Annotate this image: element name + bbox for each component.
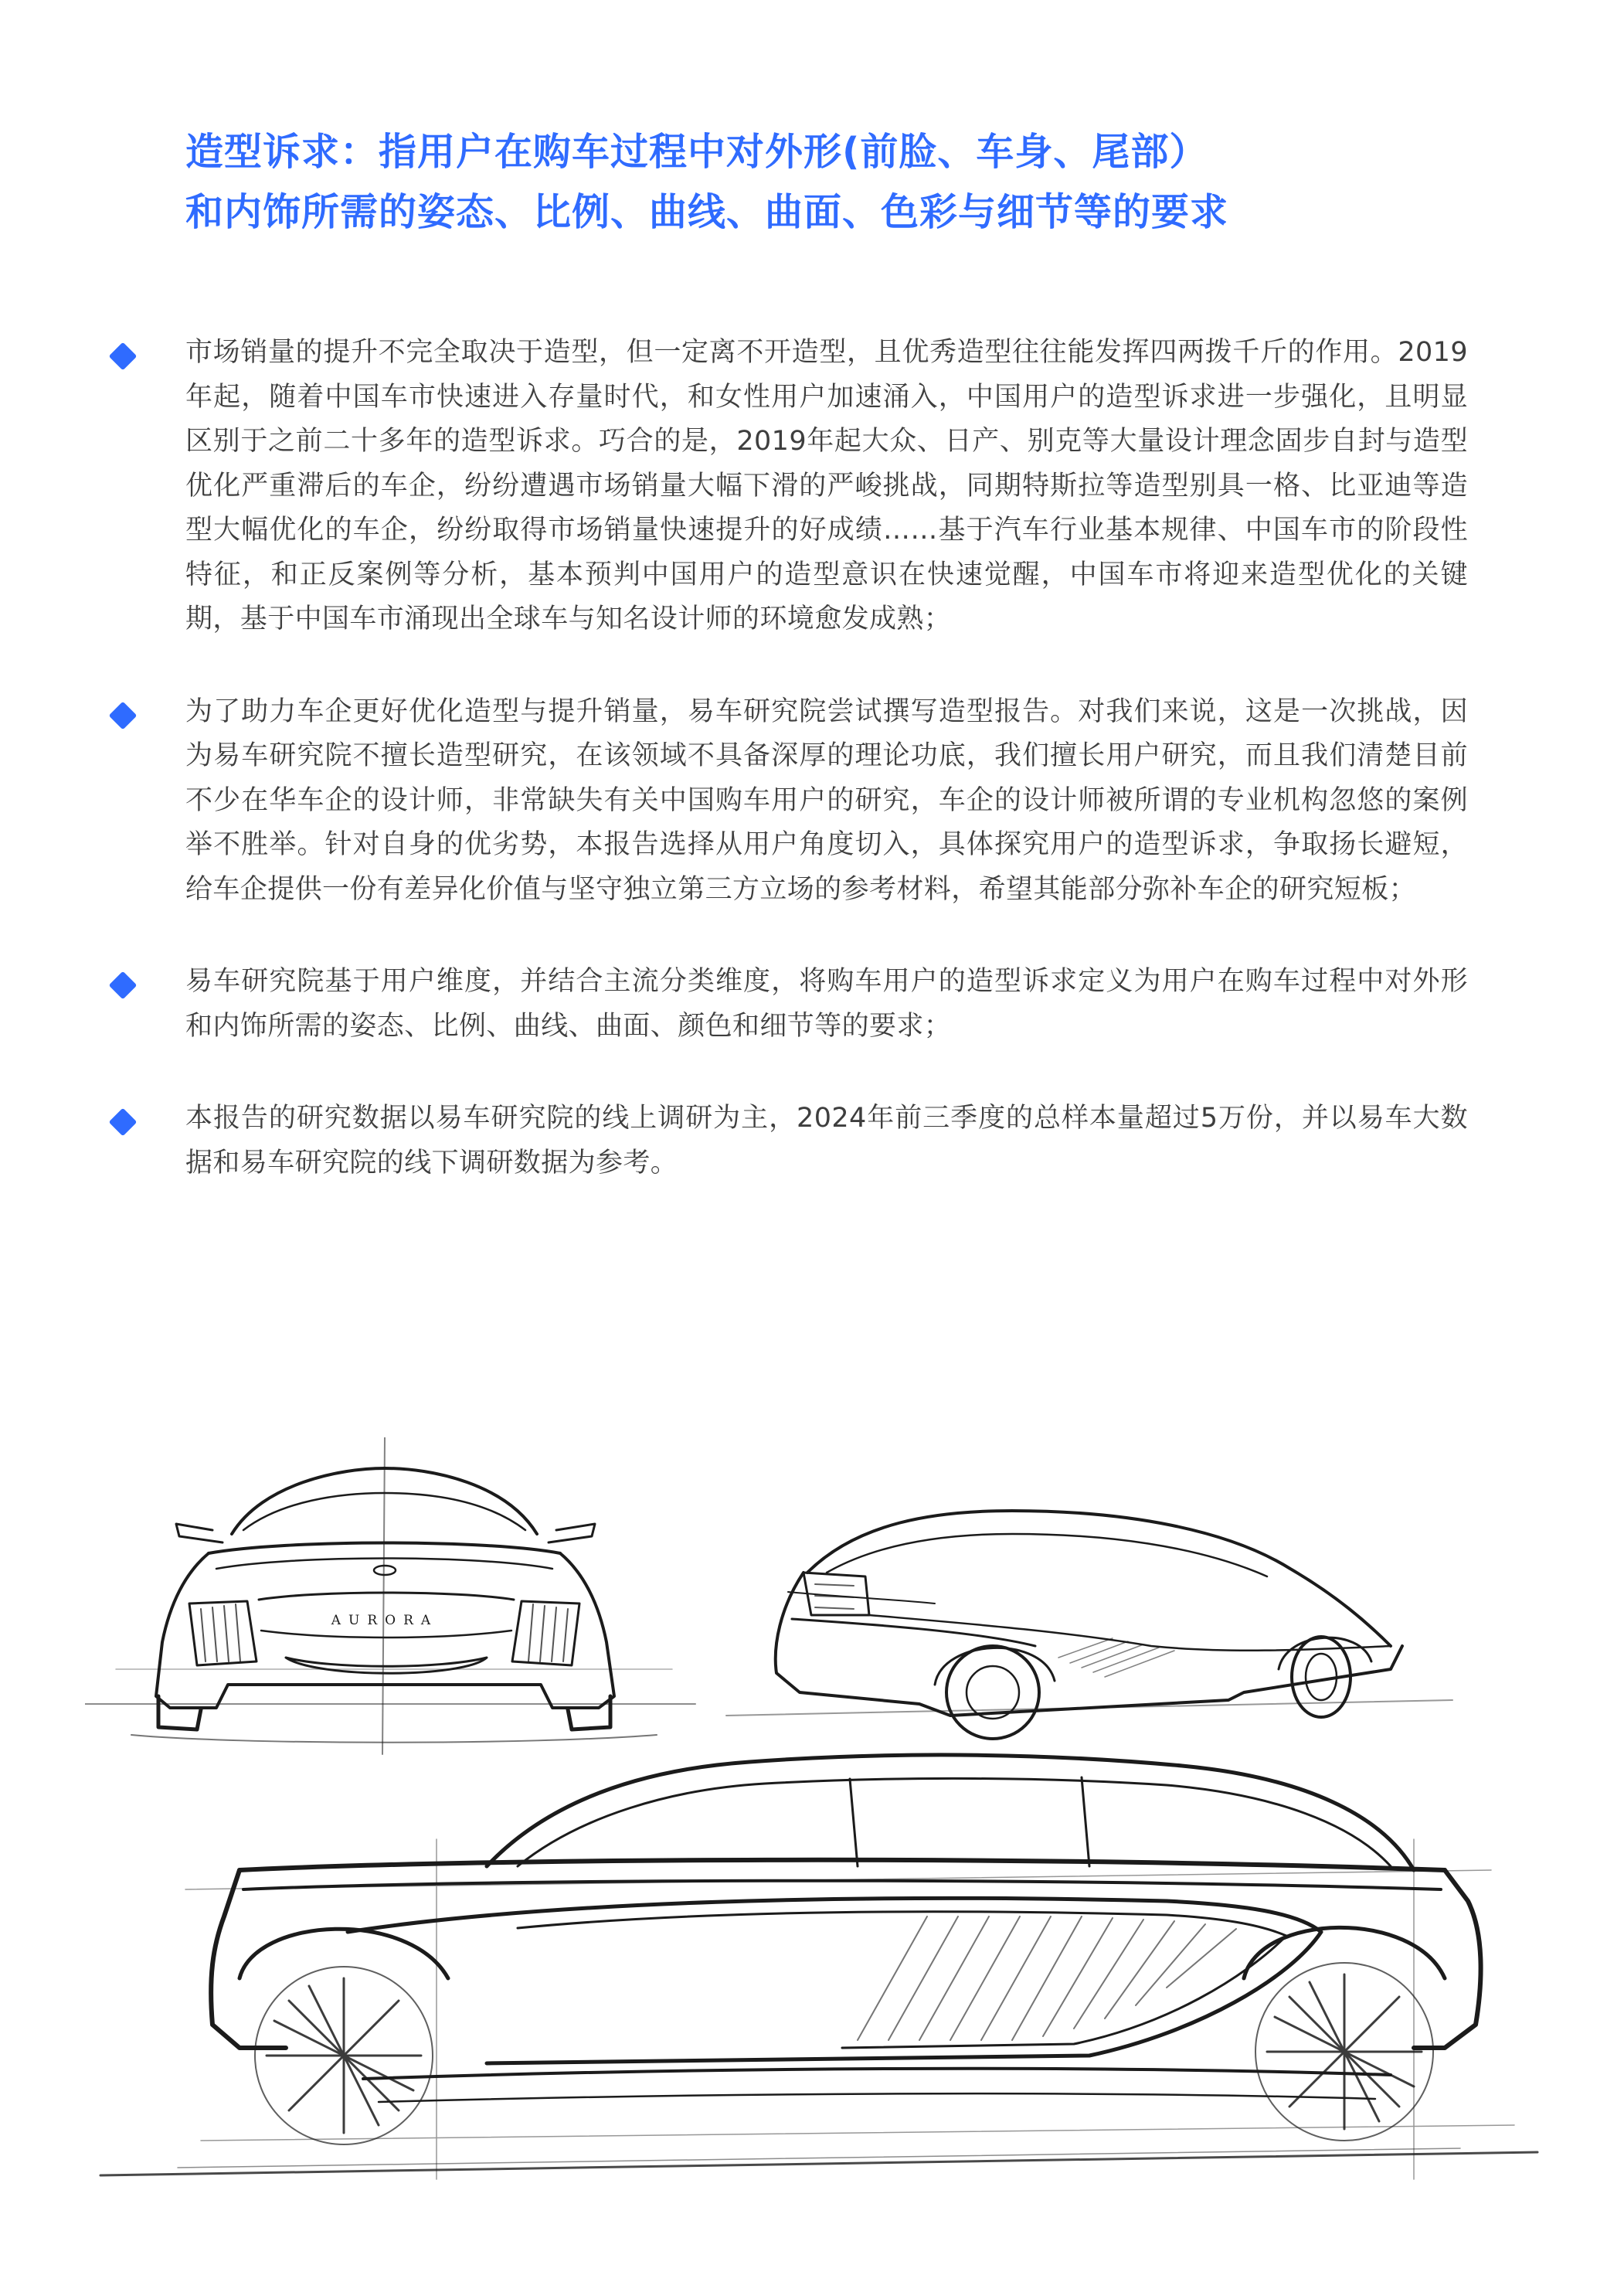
- car-sketch-illustration: [85, 1437, 1553, 2210]
- car-front-view-sketch: [85, 1437, 695, 1754]
- paragraph-text: 本报告的研究数据以易车研究院的线上调研为主，2024年前三季度的总样本量超过5万份，并以易车大数据和易车研究院的线下调研数据为参考。: [185, 1103, 1468, 1178]
- diamond-bullet-icon: [109, 971, 138, 1000]
- paragraph-text: 易车研究院基于用户维度，并结合主流分类维度，将购车用户的造型诉求定义为用户在购车过程中对外形和内饰所需的姿态、比例、曲线、曲面、颜色和细节等的要求；: [185, 966, 1468, 1042]
- list-item: [108, 331, 1468, 642]
- car-rear-three-quarter-sketch: [726, 1511, 1452, 1739]
- diamond-bullet-icon: [109, 342, 138, 371]
- diamond-bullet-icon: [109, 701, 138, 729]
- paragraph-text: 市场销量的提升不完全取决于造型，但一定离不开造型，且优秀造型往往能发挥四两拨千斤的作用。2019年起，随着中国车市快速进入存量时代，和女性用户加速涌入，中国用户的造型诉求进一步强化，且明显区别于之前二十多年的造型诉求。巧合的是，2019年起大众、日产、别克等大量设计理念固步自封与造型优化严重滞后的车企，纷纷遭遇市场销量大幅下滑的严峻挑战，同期特斯拉等造型别具一格、比亚迪等造型大幅优化的车企，纷纷取得市场销量快速提升的好成绩……基于汽车行业基本规律、中国车市的阶段性特征，和正反案例等分析，基本预判中国用户的造型意识在快速觉醒，中国车市将迎来造型优化的关键期，基于中国车市涌现出全球车与知名设计师的环境愈发成熟；: [185, 337, 1468, 634]
- bullet-list: [108, 331, 1468, 1233]
- list-item: [108, 1097, 1468, 1185]
- page-title: [185, 122, 1499, 243]
- list-item: [108, 960, 1468, 1049]
- list-item: [108, 690, 1468, 913]
- paragraph-text: 为了助力车企更好优化造型与提升销量，易车研究院尝试撰写造型报告。对我们来说，这是一次挑战，因为易车研究院不擅长造型研究，在该领域不具备深厚的理论功底，我们擅长用户研究，而且我们清楚目前不少在华车企的设计师，非常缺失有关中国购车用户的研究，车企的设计师被所谓的专业机构忽悠的案例举不胜举。针对自身的优劣势，本报告选择从用户角度切入，具体探究用户的造型诉求，争取扬长避短，给车企提供一份有差异化价值与坚守独立第三方立场的参考材料，希望其能部分弥补车企的研究短板；: [185, 695, 1468, 905]
- car-side-view-sketch: [100, 1755, 1537, 2179]
- aurora-badge-text: AURORA: [331, 1613, 439, 1628]
- title-line-1: 造型诉求：指用户在购车过程中对外形(前脸、车身、尾部）: [185, 130, 1208, 174]
- title-line-2: 和内饰所需的姿态、比例、曲线、曲面、色彩与细节等的要求: [185, 190, 1229, 234]
- diamond-bullet-icon: [109, 1108, 138, 1137]
